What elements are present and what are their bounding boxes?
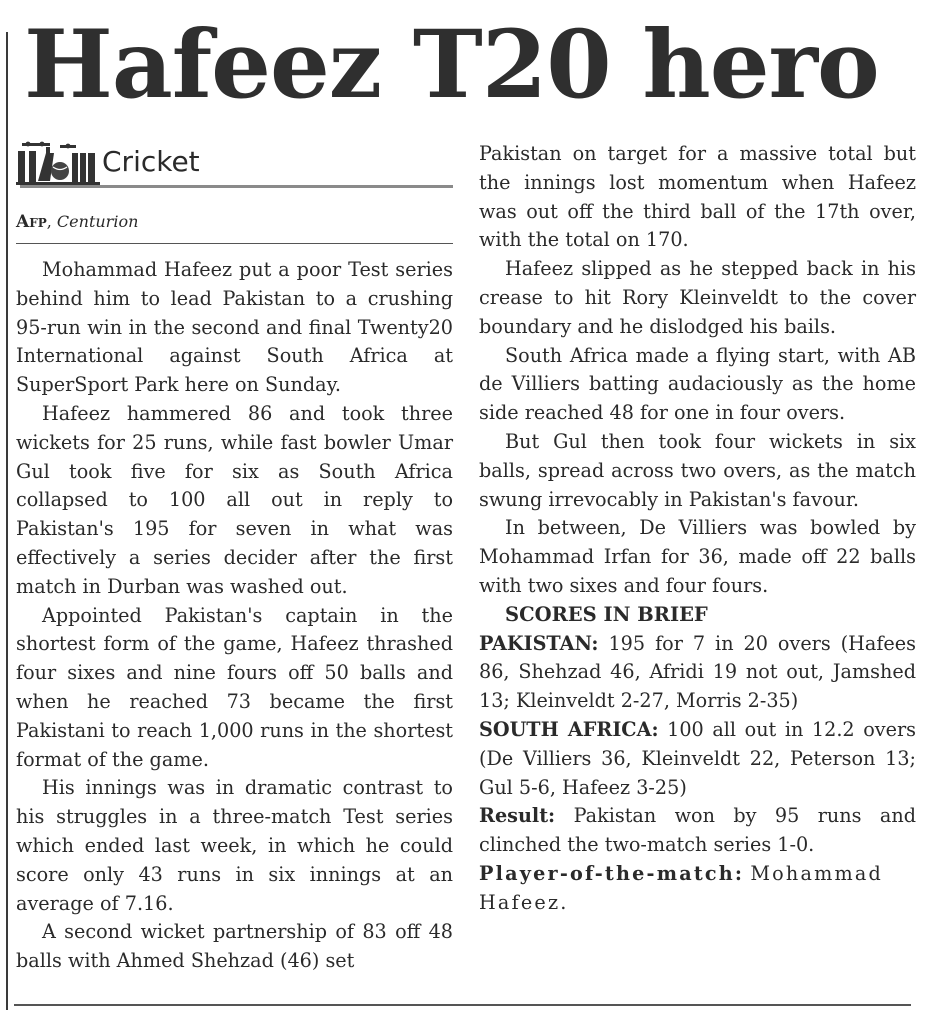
section-rule (20, 185, 453, 188)
bottom-rule (14, 1004, 911, 1006)
score-result (479, 802, 916, 860)
cricket-bat-ball-wickets-icon (16, 141, 100, 185)
article-column-left (16, 256, 453, 976)
headline: Hafeez T20 hero (24, 10, 879, 120)
paragraph: Hafeez hammered 86 and took three wickets for 25 runs, while fast bowler Umar Gul took five for six as South Africa collapsed to 100 all out in reply to Pakistan's 195 for seven in what was effectively a series decider after the first match in Durban was washed out. (16, 401, 453, 598)
paragraph-continued: Pakistan on target for a massive total but the innings lost momentum when Hafeez was out off the third ball of the 17th over, with the total on 170. (479, 142, 916, 252)
byline (16, 212, 453, 232)
byline-agency: Afp (16, 212, 47, 232)
score-south-africa (479, 716, 916, 802)
paragraph: South Africa made a flying start, with AB de Villiers batting audaciously as the home side reached 48 for one in four overs. (479, 343, 916, 425)
score-label: PAKISTAN: (479, 631, 599, 655)
paragraph: In between, De Villiers was bowled by Mohammad Irfan for 36, made off 22 balls with two sixes and four fours. (479, 516, 916, 597)
score-label: Player-of-the-match: (479, 861, 745, 885)
byline-place: Centurion (56, 212, 139, 231)
section-label: Cricket (102, 145, 200, 178)
section-tag (16, 141, 453, 189)
score-text: 195 for 7 in 20 overs (Hafees 86, Shehzad 46, Afridi 19 not out, Jamshed 13; Kleinveldt 2-27, Morris 2-35) (479, 631, 916, 713)
score-text: 100 all out in 12.2 overs (De Villiers 36, Kleinveldt 22, Peterson 13; Gul 5-6, Hafeez 3-25) (479, 717, 916, 799)
paragraph: Appointed Pakistan's captain in the shortest form of the game, Hafeez thrashed four sixes and nine fours off 50 balls and when he reached 73 became the first Pakistani to reach 1,000 runs in the shortest format of the game. (16, 603, 453, 771)
paragraph: His innings was in dramatic contrast to his struggles in a three-match Test series which ended last week, in which he could score only 43 runs in six innings at an average of 7.16. (16, 776, 453, 915)
article-column-right (479, 140, 916, 918)
paragraph: Mohammad Hafeez put a poor Test series behind him to lead Pakistan to a crushing 95-run win in the second and final Twenty20 International against South Africa at SuperSport Park here on Sunday. (16, 258, 453, 397)
score-label: Result: (479, 804, 556, 828)
score-text: Mohammad Hafeez. (479, 861, 884, 914)
score-label: SOUTH AFRICA: (479, 717, 659, 741)
paragraph: A second wicket partnership of 83 off 48 balls with Ahmed Shehzad (46) set (16, 920, 453, 973)
score-pakistan (479, 630, 916, 716)
score-player-of-match (479, 860, 916, 918)
byline-separator: , (46, 212, 52, 231)
byline-rule (16, 243, 453, 244)
scores-title: SCORES IN BRIEF (505, 602, 708, 626)
paragraph: Hafeez slipped as he stepped back in his crease to hit Rory Kleinveldt to the cover boundary and he dislodged his bails. (479, 257, 916, 338)
score-text: Pakistan won by 95 runs and clinched the two-match series 1-0. (479, 804, 916, 857)
paragraph: But Gul then took four wickets in six balls, spread across two overs, as the match swung irrevocably in Pakistan's favour. (479, 429, 916, 511)
left-column-rule (6, 32, 8, 1010)
